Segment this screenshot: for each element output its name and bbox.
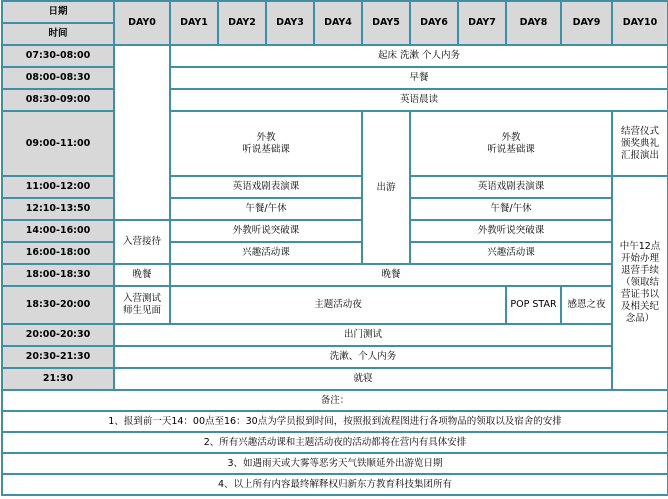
- time-slot: 20:00-20:30: [2, 324, 114, 346]
- dinner-cell: 晚餐: [170, 264, 612, 286]
- breakthrough-class-cell: 外教听说突破课: [410, 220, 612, 242]
- foreign-listening-cell: 外教 听说基础课: [170, 111, 362, 176]
- time-slot: 07:30-08:00: [2, 45, 114, 67]
- time-slot: 08:00-08:30: [2, 67, 114, 89]
- note-item: 4、以上所有内容最终解释权归新东方教育科技集团所有: [2, 474, 668, 495]
- breakthrough-class-cell: 外教听说突破课: [170, 220, 362, 242]
- day-header-6: DAY6: [410, 1, 458, 45]
- interest-class-cell: 兴趣活动课: [410, 242, 612, 264]
- drama-class-cell: 英语戏剧表演课: [410, 176, 612, 198]
- time-slot: 18:30-20:00: [2, 286, 114, 324]
- notes-title: 备注：: [2, 390, 668, 411]
- closing-ceremony-cell: 结营仪式 颁奖典礼 汇报演出: [612, 111, 668, 176]
- time-slot: 14:00-16:00: [2, 220, 114, 242]
- day-header-5: DAY5: [362, 1, 410, 45]
- note-item: 3、如遇雨天或大雾等恶劣天气铁顺延外出游览日期: [2, 453, 668, 474]
- time-slot: 11:00-12:00: [2, 176, 114, 198]
- note-item: 1、报到前一天14：00点至16：30点为学员报到时间，按照报到流程图进行各项物品的领取以及宿舍的安排: [2, 411, 668, 432]
- time-header: 时间: [2, 23, 114, 45]
- time-slot: 09:00-11:00: [2, 111, 114, 176]
- theme-night-cell: 主题活动夜: [170, 286, 506, 324]
- day-header-7: DAY7: [458, 1, 506, 45]
- entry-test-cell: 入营测试 师生见面: [114, 286, 170, 324]
- english-morning-cell: 英语晨读: [170, 89, 668, 111]
- day-header-9: DAY9: [561, 1, 612, 45]
- day-header-8: DAY8: [506, 1, 561, 45]
- time-slot: 08:30-09:00: [2, 89, 114, 111]
- time-slot: 18:00-18:30: [2, 264, 114, 286]
- time-slot: 16:00-18:00: [2, 242, 114, 264]
- lunch-cell: 午餐/午休: [170, 198, 362, 220]
- day-header-1: DAY1: [170, 1, 218, 45]
- day-header-2: DAY2: [218, 1, 266, 45]
- exit-test-cell: 出门测试: [114, 324, 612, 346]
- breakfast-cell: 早餐: [170, 67, 668, 89]
- checkout-cell: 中午12点 开始办理 退营手续 （领取结 营证书以 及相关纪 念品）: [612, 176, 668, 390]
- day-header-10: DAY10: [612, 1, 668, 45]
- interest-class-cell: 兴趣活动课: [170, 242, 362, 264]
- time-slot: 12:10-13:50: [2, 198, 114, 220]
- day0-empty-cell: [114, 45, 170, 220]
- outing-cell: 出游: [362, 111, 410, 264]
- wash-personal-cell: 洗漱、个人内务: [114, 346, 612, 368]
- time-slot: 20:30-21:30: [2, 346, 114, 368]
- dinner-day0-cell: 晚餐: [114, 264, 170, 286]
- date-header: 日期: [2, 1, 114, 23]
- note-item: 2、所有兴趣活动课和主题活动夜的活动都将在营内有具体安排: [2, 432, 668, 453]
- foreign-listening-cell: 外教 听说基础课: [410, 111, 612, 176]
- day-header-3: DAY3: [266, 1, 314, 45]
- wake-up-cell: 起床 洗漱 个人内务: [170, 45, 668, 67]
- registration-cell: 入营接待: [114, 220, 170, 264]
- time-slot: 21:30: [2, 368, 114, 390]
- schedule-table: [1, 0, 668, 496]
- lunch-cell: 午餐/午休: [410, 198, 612, 220]
- day-header-0: DAY0: [114, 1, 170, 45]
- drama-class-cell: 英语戏剧表演课: [170, 176, 362, 198]
- gratitude-night-cell: 感恩之夜: [561, 286, 612, 324]
- day-header-4: DAY4: [314, 1, 362, 45]
- bedtime-cell: 就寝: [114, 368, 612, 390]
- pop-star-cell: POP STAR: [506, 286, 561, 324]
